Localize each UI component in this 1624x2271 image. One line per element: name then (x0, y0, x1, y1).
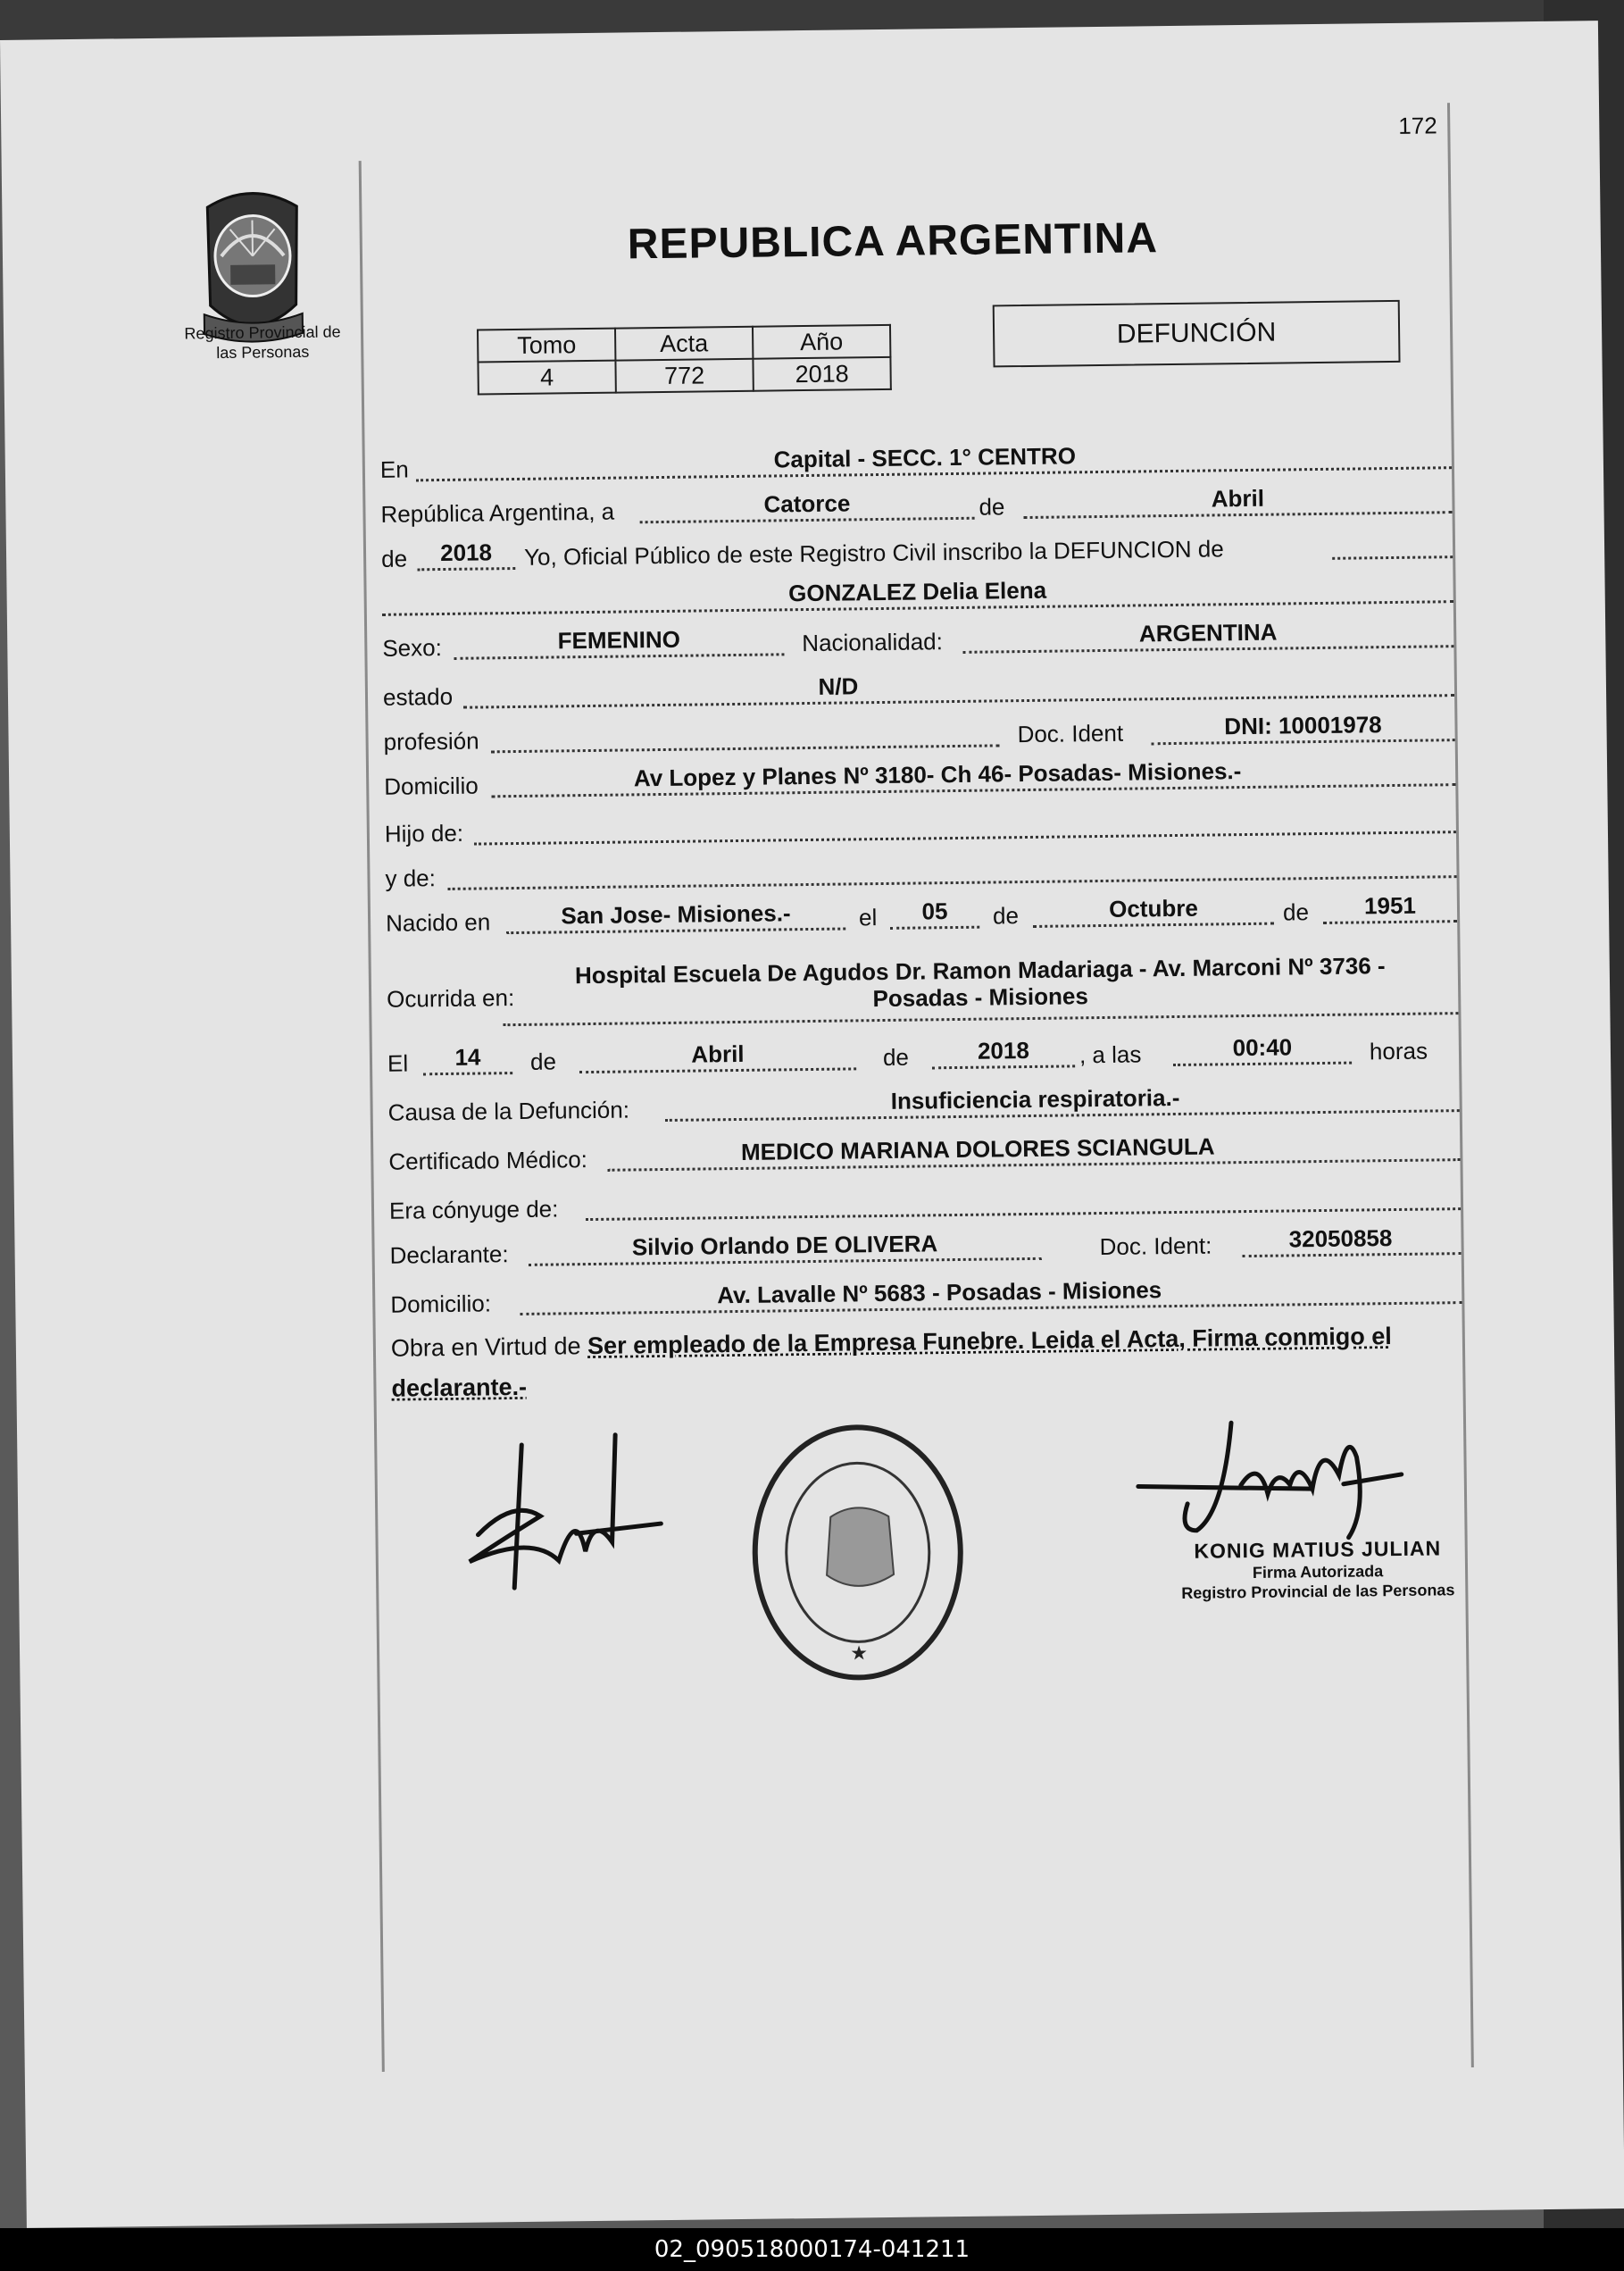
row-decl-domicilio (390, 1268, 1462, 1323)
defuncion-mes: Abril (691, 1039, 745, 1068)
obra-line-2 (391, 1373, 527, 1403)
declarante-label: Declarante: (389, 1240, 509, 1269)
causa-label: Causa de la Defunción: (387, 1096, 630, 1126)
table-header-acta: Acta (615, 327, 753, 361)
declarante-value: Silvio Orlando DE OLIVERA (631, 1230, 938, 1261)
de-label: de (979, 493, 1005, 521)
republica-label: República Argentina, a (380, 497, 615, 528)
nacimiento-dia: 05 (921, 898, 948, 925)
nacionalidad-value: ARGENTINA (1138, 618, 1278, 647)
tomo-acta-anio-table (477, 324, 892, 396)
dia-value: Catorce (763, 489, 851, 518)
dotted-line (474, 831, 1456, 845)
decl-domicilio-value: Av. Lavalle Nº 5683 - Posadas - Misiones (717, 1276, 1162, 1309)
de-label: de (529, 1048, 557, 1075)
official-role: Firma Autorizada (1252, 1562, 1384, 1582)
row-fecha-defuncion (387, 1027, 1459, 1081)
doc-label: Doc. Ident (1017, 719, 1124, 748)
causa-value: Insuficiencia respiratoria.- (890, 1083, 1180, 1115)
el-label: El (387, 1049, 409, 1077)
table-header-tomo: Tomo (478, 329, 615, 363)
table-value-tomo: 4 (478, 361, 615, 395)
row-declarante (389, 1219, 1461, 1273)
de-label: de (1282, 898, 1310, 926)
row-domicilio (384, 750, 1455, 805)
svg-text:★: ★ (850, 1641, 869, 1665)
nombre-value: GONZALEZ Delia Elena (787, 576, 1047, 607)
obra-value-1: Ser empleado de la Empresa Funebre. Leida el Acta, Firma conmigo el (587, 1323, 1392, 1360)
dotted-line (1332, 555, 1453, 560)
nacido-value: San Jose- Misiones.- (561, 899, 791, 930)
page-number: 172 (1398, 112, 1437, 139)
yo-text: Yo, Oficial Público de este Registro Civil inscribo la DEFUNCION de (523, 535, 1224, 571)
ocurrida-line2: Posadas - Misiones (872, 982, 1089, 1013)
official-name: KONIG MATIUS JULIAN (1194, 1536, 1442, 1563)
row-nacido (386, 887, 1457, 941)
row-certificado (388, 1125, 1460, 1180)
estado-value: N/D (818, 672, 859, 700)
defuncion-anio: 2018 (977, 1037, 1030, 1065)
sexo-label: Sexo: (382, 634, 443, 662)
official-seal-icon (745, 1417, 971, 1688)
mes-value: Abril (1211, 484, 1265, 513)
obra-label: Obra en Virtud de (390, 1332, 581, 1362)
registro-caption: Registro Provincial de las Personas (184, 322, 341, 363)
nacimiento-mes: Octubre (1108, 894, 1198, 923)
horas-label: horas (1369, 1037, 1428, 1065)
defuncion-hora: 00:40 (1232, 1033, 1293, 1062)
en-value: Capital - SECC. 1° CENTRO (773, 442, 1077, 473)
dotted-line (890, 926, 979, 930)
official-org: Registro Provincial de las Personas (1181, 1581, 1455, 1602)
official-signature (1133, 1402, 1474, 1558)
dotted-line (417, 567, 515, 571)
estado-label: estado (382, 682, 454, 711)
table-header-anio: Año (753, 325, 890, 359)
document-sheet (0, 21, 1624, 2228)
ocurrida-line1: Hospital Escuela De Agudos Dr. Ramon Madariaga - Av. Marconi Nº 3736 - (574, 952, 1386, 989)
profesion-label: profesión (383, 727, 479, 756)
dotted-line (932, 1065, 1075, 1069)
dotted-line (1323, 920, 1457, 924)
en-label: En (379, 455, 409, 483)
obra-line-1 (391, 1323, 1392, 1363)
table-value-acta: 772 (615, 359, 753, 393)
defuncion-dia: 14 (454, 1043, 481, 1071)
decl-doc-value: 32050858 (1288, 1224, 1393, 1253)
el-label: el (858, 904, 878, 931)
decl-domicilio-label: Domicilio: (390, 1290, 492, 1318)
conyuge-label: Era cónyuge de: (388, 1195, 559, 1224)
domicilio-value: Av Lopez y Planes Nº 3180- Ch 46- Posadas- Misiones.- (633, 757, 1242, 792)
dotted-line (491, 744, 1000, 753)
dotted-line (586, 1207, 1461, 1221)
row-causa (387, 1076, 1459, 1131)
nacionalidad-label: Nacionalidad: (802, 628, 944, 657)
de-label: de (992, 902, 1020, 930)
ocurrida-label: Ocurrida en: (386, 984, 515, 1013)
de-label: de (380, 545, 408, 572)
hijo-label: Hijo de: (384, 819, 464, 847)
certificado-label: Certificado Médico: (388, 1146, 588, 1175)
official-block (1162, 1536, 1475, 1603)
record-type-box: DEFUNCIÓN (993, 300, 1401, 368)
table-value-anio: 2018 (753, 357, 890, 391)
obra-value-2: declarante.- (391, 1373, 528, 1402)
domicilio-label: Domicilio (384, 772, 479, 800)
anio-value: 2018 (439, 539, 493, 567)
doc-value: DNI: 10001978 (1224, 711, 1382, 740)
alas-label: , a las (1079, 1040, 1142, 1069)
row-ocurrida (387, 947, 1459, 1031)
declarante-signature (459, 1425, 666, 1598)
de-label: de (882, 1043, 910, 1072)
certificado-value: MEDICO MARIANA DOLORES SCIANGULA (740, 1132, 1215, 1165)
decl-doc-label: Doc. Ident: (1099, 1232, 1212, 1261)
nacimiento-anio: 1951 (1363, 891, 1417, 920)
nacido-label: Nacido en (385, 908, 491, 937)
sexo-value: FEMENINO (557, 625, 681, 655)
footer-code: 02_090518000174-041211 (0, 2228, 1624, 2271)
row-sexo (382, 612, 1453, 666)
dotted-line (423, 1072, 512, 1075)
page-title: REPUBLICA ARGENTINA (627, 214, 1159, 269)
yde-label: y de: (385, 864, 437, 892)
